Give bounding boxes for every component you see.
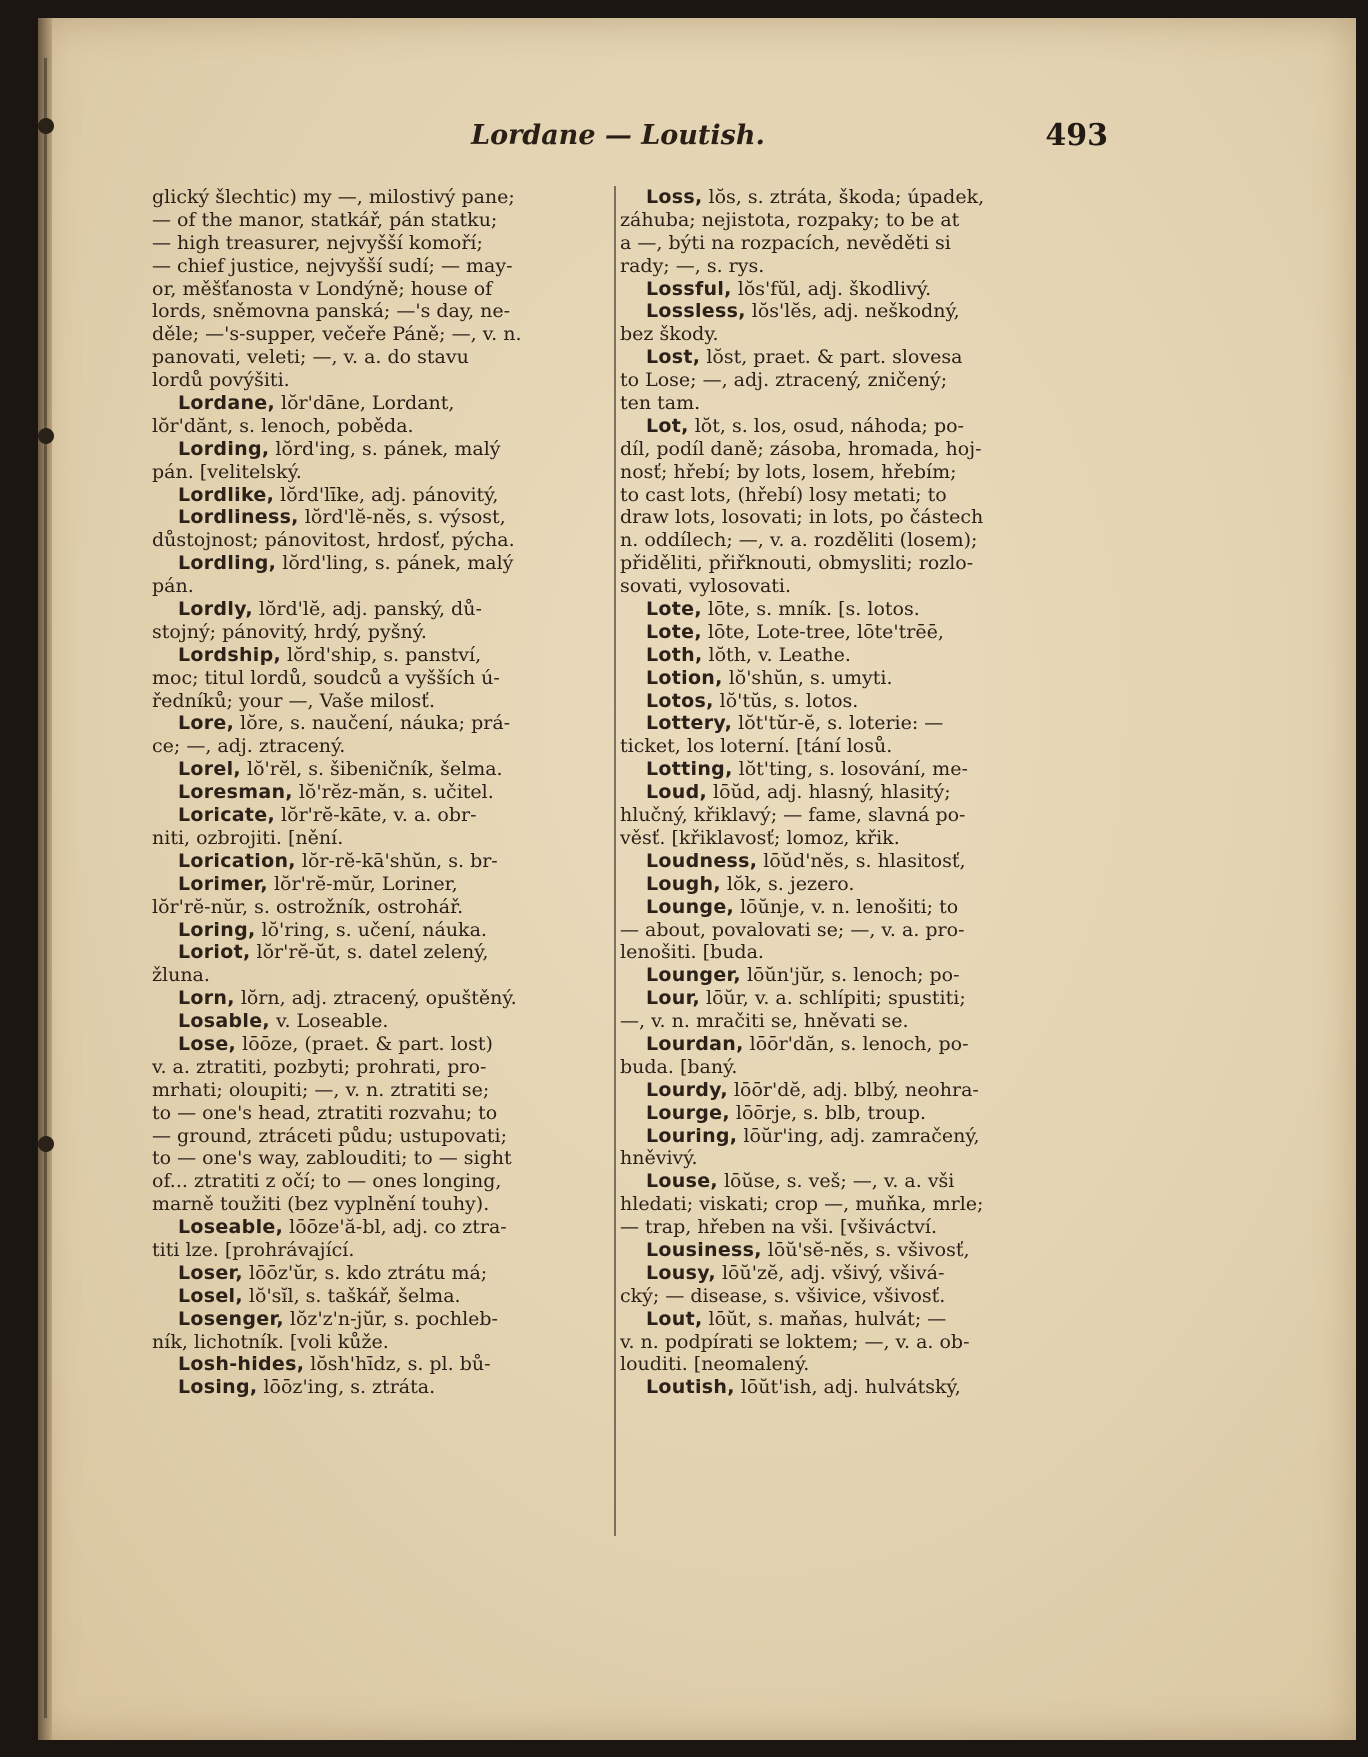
dictionary-line: Loriot, lŏr'rĕ-ŭt, s. datel zelený, [178, 941, 489, 964]
dictionary-line: Loresman, lŏ'rĕz-măn, s. učitel. [178, 781, 494, 804]
dictionary-line: mrhati; oloupiti; —, v. n. ztratiti se; [152, 1078, 490, 1101]
dictionary-line: —, v. n. mračiti se, hněvati se. [620, 1010, 909, 1033]
dictionary-line: glický šlechtic) my —, milostivý pane; [152, 186, 515, 208]
dictionary-line: Losh-hides, lŏsh'hīdz, s. pl. bů- [178, 1353, 491, 1376]
dictionary-line: Lordling, lŏrd'ling, s. pánek, malý [178, 552, 514, 575]
dictionary-line: Loser, lōōz'ŭr, s. kdo ztrátu má; [178, 1261, 488, 1284]
dictionary-line: — about, povalovati se; —, v. a. pro- [620, 918, 965, 941]
dictionary-line: Lore, lŏre, s. naučení, náuka; prá- [178, 712, 511, 735]
dictionary-line: Loth, lŏth, v. Leathe. [646, 643, 851, 666]
dictionary-line: niti, ozbrojiti. [nění. [152, 826, 344, 849]
dictionary-line: věsť. [křiklavosť; lomoz, křik. [620, 826, 900, 849]
dictionary-line: Louring, lōŭr'ing, adj. zamračený, [646, 1124, 980, 1147]
dictionary-line: Lotion, lŏ'shŭn, s. umyti. [646, 666, 893, 689]
dictionary-line: v. n. podpírati se loktem; —, v. a. ob- [620, 1330, 970, 1353]
dictionary-line: moc; titul lordů, soudců a vyšších ú- [152, 666, 500, 689]
dictionary-line: Losenger, lŏz'z'n-jŭr, s. pochleb- [178, 1307, 498, 1330]
dictionary-line: — of the manor, statkář, pán statku; [152, 208, 498, 231]
dictionary-line: Lour, lōŭr, v. a. schlípiti; spustiti; [646, 987, 966, 1010]
dictionary-line: v. a. ztratiti, pozbyti; prohrati, pro- [152, 1055, 487, 1078]
dictionary-line: Loud, lōŭd, adj. hlasný, hlasitý; [646, 781, 951, 804]
page-header [38, 118, 1356, 158]
dictionary-line: — chief justice, nejvyšší sudí; — may- [152, 254, 513, 277]
dictionary-line: Louse, lōŭse, s. veš; —, v. a. vši [646, 1170, 955, 1193]
binding-mark [38, 1136, 54, 1152]
dictionary-line: sovati, vylosovati. [620, 575, 792, 598]
dictionary-line: Lotos, lŏ'tŭs, s. lotos. [646, 689, 859, 712]
dictionary-line: rady; —, s. rys. [620, 254, 765, 277]
running-title: Lordane — Loutish. [471, 120, 765, 151]
dictionary-line: of... ztratiti z očí; to — ones longing, [152, 1170, 502, 1193]
dictionary-line: Loseable, lōōze'ă-bl, adj. co ztra- [178, 1216, 507, 1239]
book-page [38, 18, 1356, 1740]
dictionary-line: Lose, lōōze, (praet. & part. lost) [178, 1032, 493, 1055]
dictionary-line: panovati, veleti; —, v. a. do stavu [152, 346, 469, 369]
dictionary-line: draw lots, losovati; in lots, po částech [620, 506, 984, 529]
dictionary-line: Lordship, lŏrd'ship, s. panství, [178, 643, 482, 666]
dictionary-line: Lordliness, lŏrd'lĕ-nĕs, s. výsost, [178, 506, 506, 529]
dictionary-line: Lourdan, lōōr'dăn, s. lenoch, po- [646, 1032, 969, 1055]
dictionary-line: n. oddílech; —, v. a. rozděliti (losem); [620, 529, 978, 552]
dictionary-line: díl, podíl daně; zásoba, hromada, hoj- [620, 437, 982, 460]
dictionary-line: hněvivý. [620, 1147, 698, 1170]
dictionary-line: Lot, lŏt, s. los, osud, náhoda; po- [646, 414, 964, 437]
dictionary-line: hledati; viskati; crop —, muňka, mrle; [620, 1193, 984, 1216]
dictionary-line: Loring, lŏ'ring, s. učení, náuka. [178, 918, 487, 941]
dictionary-line: Lote, lōte, s. mník. [s. lotos. [646, 598, 920, 621]
dictionary-line: Loss, lŏs, s. ztráta, škoda; úpadek, [646, 186, 985, 208]
dictionary-line: lords, sněmovna panská; —'s day, ne- [152, 300, 511, 323]
dictionary-line: Losing, lōōz'ing, s. ztráta. [178, 1376, 436, 1399]
dictionary-line: důstojnost; pánovitost, hrdosť, pýcha. [152, 529, 515, 552]
dictionary-line: Lossless, lŏs'lĕs, adj. neškodný, [646, 300, 960, 323]
dictionary-line: Loutish, lōŭt'ish, adj. hulvátský, [646, 1376, 961, 1399]
dictionary-line: Lottery, lŏt'tŭr-ĕ, s. loterie: — [646, 712, 944, 735]
dictionary-line: Lough, lŏk, s. jezero. [646, 872, 855, 895]
dictionary-line: Losable, v. Loseable. [178, 1010, 389, 1033]
dictionary-line: to Lose; —, adj. ztracený, zničený; [620, 369, 948, 392]
dictionary-line: cký; — disease, s. všivice, všivosť. [620, 1284, 946, 1307]
dictionary-line: hlučný, křiklavý; — fame, slavná po- [620, 804, 966, 827]
dictionary-line: Lossful, lŏs'fŭl, adj. škodlivý. [646, 277, 932, 300]
dictionary-line: záhuba; nejistota, rozpaky; to be at [620, 208, 960, 231]
dictionary-line: Lourge, lōōrje, s. blb, troup. [646, 1101, 927, 1124]
dictionary-line: Lost, lŏst, praet. & part. slovesa [646, 346, 963, 369]
dictionary-line: Loricate, lŏr'rĕ-kāte, v. a. obr- [178, 804, 477, 827]
dictionary-line: ce; —, adj. ztracený. [152, 735, 346, 758]
dictionary-line: lordů povýšiti. [152, 369, 290, 392]
gutter-line [44, 58, 47, 1718]
dictionary-line: louditi. [neomalený. [620, 1353, 810, 1376]
dictionary-line: lŏr'rĕ-nŭr, s. ostrožník, ostrohář. [152, 895, 464, 918]
dictionary-line: titi lze. [prohrávající. [152, 1238, 355, 1261]
dictionary-line: Lout, lōŭt, s. maňas, hulvát; — [646, 1307, 947, 1330]
dictionary-line: stojný; pánovitý, hrdý, pyšný. [152, 620, 427, 643]
dictionary-line: ník, lichotník. [voli kůže. [152, 1330, 389, 1353]
dictionary-line: Losel, lŏ'sĭl, s. taškář, šelma. [178, 1284, 461, 1307]
page-number: 493 [1045, 118, 1108, 153]
dictionary-line: Lotting, lŏt'ting, s. losování, me- [646, 758, 968, 781]
dictionary-line: ten tam. [620, 392, 701, 415]
dictionary-line: Lordane, lŏr'dāne, Lordant, [178, 392, 455, 415]
dictionary-line: Lounge, lōŭnje, v. n. lenošiti; to [646, 895, 959, 918]
column-divider [614, 186, 616, 1536]
dictionary-line: ředníků; your —, Vaše milosť. [152, 689, 435, 712]
right-column [620, 186, 1094, 1399]
dictionary-line: Lousy, lōŭ'zĕ, adj. všivý, všivá- [646, 1261, 945, 1284]
dictionary-line: Lorn, lŏrn, adj. ztracený, opuštěný. [178, 987, 517, 1010]
dictionary-line: Lote, lōte, Lote-tree, lōte'trēē, [646, 620, 944, 643]
binding-mark [38, 428, 54, 444]
dictionary-line: pán. [velitelský. [152, 460, 302, 483]
dictionary-line: Lordlike, lŏrd'līke, adj. pánovitý, [178, 483, 499, 506]
dictionary-line: Lorication, lŏr-rĕ-kā'shŭn, s. br- [178, 849, 498, 872]
dictionary-line: Loudness, lōŭd'nĕs, s. hlasitosť, [646, 849, 966, 872]
dictionary-line: Lourdy, lōōr'dĕ, adj. blbý, neohra- [646, 1078, 979, 1101]
dictionary-line: lŏr'dănt, s. lenoch, poběda. [152, 414, 414, 437]
dictionary-line: bez škody. [620, 323, 719, 346]
dictionary-line: nosť; hřebí; by lots, losem, hřebím; [620, 460, 957, 483]
dictionary-line: Lounger, lōŭn'jŭr, s. lenoch; po- [646, 964, 960, 987]
left-column [152, 186, 620, 1399]
dictionary-line: to cast lots, (hřebí) losy metati; to [620, 483, 947, 506]
dictionary-line: žluna. [152, 964, 210, 987]
dictionary-line: — ground, ztráceti půdu; ustupovati; [152, 1124, 508, 1147]
dictionary-line: lenošiti. [buda. [620, 941, 764, 964]
dictionary-line: Lousiness, lōŭ'sĕ-nĕs, s. všivosť, [646, 1238, 970, 1261]
dictionary-line: or, měšťanosta v Londýně; house of [152, 277, 493, 300]
dictionary-line: Lordly, lŏrd'lĕ, adj. panský, dů- [178, 598, 482, 621]
dictionary-line: ticket, los loterní. [tání losů. [620, 735, 893, 758]
dictionary-line: pán. [152, 575, 194, 598]
dictionary-line: přiděliti, přiřknouti, obmysliti; rozlo- [620, 552, 974, 575]
dictionary-line: to — one's way, zablouditi; to — sight [152, 1147, 512, 1170]
dictionary-line: a —, býti na rozpacích, nevěděti si [620, 231, 951, 254]
dictionary-line: — high treasurer, nejvyšší komoří; [152, 231, 483, 254]
dictionary-line: děle; —'s-supper, večeře Páně; —, v. n. [152, 323, 522, 346]
dictionary-line: Lorimer, lŏr'rĕ-mŭr, Loriner, [178, 872, 458, 895]
dictionary-line: Lording, lŏrd'ing, s. pánek, malý [178, 437, 501, 460]
dictionary-line: Lorel, lŏ'rĕl, s. šibeničník, šelma. [178, 758, 503, 781]
dictionary-line: — trap, hřeben na vši. [všiváctví. [620, 1216, 937, 1239]
dictionary-line: to — one's head, ztratiti rozvahu; to [152, 1101, 498, 1124]
dictionary-line: buda. [baný. [620, 1055, 738, 1078]
dictionary-line: marně toužiti (bez vyplnění touhy). [152, 1193, 490, 1216]
